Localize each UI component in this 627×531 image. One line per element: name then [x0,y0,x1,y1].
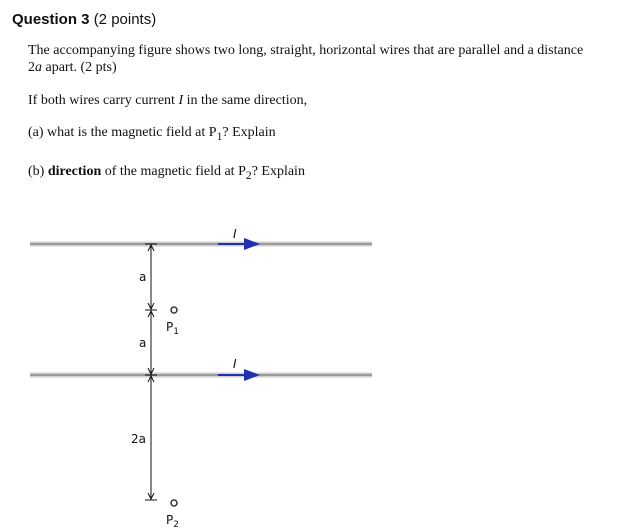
point-p2-marker [171,500,177,506]
dim-label-2a: 2a [131,432,146,446]
question-number: Question 3 [12,11,90,28]
part-a-subscript: 1 [216,129,223,143]
dim-label-a-upper: a [139,270,147,284]
point-p1-label: $P_1$ [166,320,179,337]
part-b-3: ? Explain [251,163,305,179]
condition-part-2: in the same direction, [183,93,308,108]
part-b-bold: direction [47,163,102,179]
part-b-1: (b) [28,163,48,179]
condition-part-1: If both wires carry current [28,93,179,108]
dim-label-a-lower: a [139,336,147,350]
question-points: (2 points) [93,11,157,28]
intro-part-2: apart. (2 pts) [42,60,117,75]
intro-variable: a [35,60,42,75]
point-p1-marker [171,307,177,313]
part-b-subscript: 2 [245,168,252,182]
part-a-2: ? Explain [222,125,276,140]
top-current-label: I [233,227,237,241]
part-b-2: of the magnetic field at P [101,163,246,179]
bottom-current-label: I [233,357,237,371]
part-a-1: (a) what is the magnetic field at P [28,125,217,140]
intro-part-1: The accompanying figure shows two long, straight, horizontal wires that are parallel and a distance 2 [28,43,584,75]
condition-variable: I [178,93,184,108]
point-p2-label: $P_2$ [166,513,179,530]
